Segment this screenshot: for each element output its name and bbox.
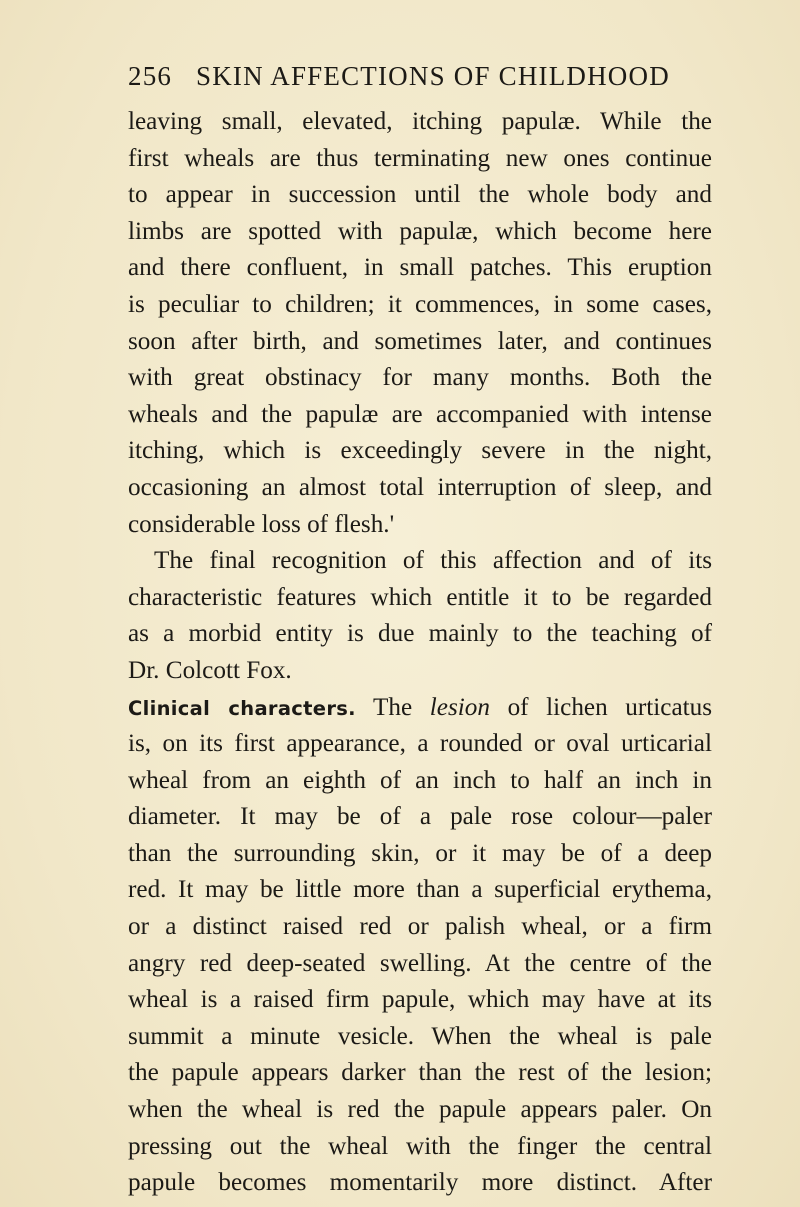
text-line: itching, which is exceedingly severe in the night, bbox=[128, 437, 712, 465]
text-line: with great obstinacy for many months. Both the bbox=[128, 364, 712, 392]
text-line: is peculiar to children; it commences, in some cases, bbox=[128, 290, 712, 318]
text-line: The final recognition of this affection and of its bbox=[154, 547, 712, 575]
text-line: is, on its first appearance, a rounded or oval urticarial bbox=[128, 730, 712, 758]
text-line: to appear in succession until the whole body and bbox=[128, 181, 712, 209]
text-line: angry red deep-seated swelling. At the centre of the bbox=[128, 949, 712, 977]
text-line: pressing out the wheal with the finger the central bbox=[128, 1132, 712, 1160]
text-line: occasioning an almost total interruption of sleep, and bbox=[128, 473, 712, 501]
text-line: the papule appears darker than the rest of the lesion; bbox=[128, 1059, 712, 1087]
text-line: when the wheal is red the papule appears paler. On bbox=[128, 1096, 712, 1124]
italic-term: lesion bbox=[429, 693, 490, 721]
running-head bbox=[128, 58, 708, 94]
text-fragment: of lichen urticatus bbox=[507, 693, 713, 721]
text-line: papule becomes momentarily more distinct. After bbox=[128, 1169, 712, 1197]
text-line: soon after birth, and sometimes later, and continues bbox=[128, 327, 712, 355]
side-heading: Clinical characters. bbox=[128, 696, 356, 720]
text-line: than the surrounding skin, or it may be of a deep bbox=[128, 839, 712, 867]
running-title: SKIN AFFECTIONS OF CHILDHOOD bbox=[196, 61, 670, 91]
text-line: leaving small, elevated, itching papulæ. While the bbox=[128, 108, 712, 135]
text-fragment: The bbox=[373, 693, 413, 721]
text-line-with-side-heading bbox=[128, 690, 712, 727]
text-line: or a distinct raised red or palish wheal, or a firm bbox=[128, 913, 712, 941]
text-line: wheal from an eighth of an inch to half an inch in bbox=[128, 766, 712, 794]
text-line: wheal is a raised firm papule, which may have at its bbox=[128, 986, 712, 1014]
text-line: characteristic features which entitle it to be regarded bbox=[128, 583, 712, 611]
text-line: considerable loss of flesh.' bbox=[128, 510, 395, 538]
text-line: as a morbid entity is due mainly to the teaching of bbox=[128, 620, 712, 648]
text-line: first wheals are thus terminating new ones continue bbox=[128, 144, 712, 172]
text-line: summit a minute vesicle. When the wheal is pale bbox=[128, 1022, 712, 1050]
text-line: and there confluent, in small patches. This eruption bbox=[128, 254, 712, 282]
page-number: 256 bbox=[128, 61, 173, 91]
text-line: Dr. Colcott Fox. bbox=[128, 656, 292, 684]
text-line: wheals and the papulæ are accompanied with intense bbox=[128, 400, 712, 428]
body-text bbox=[128, 104, 712, 1202]
text-line: red. It may be little more than a superficial erythema, bbox=[128, 876, 712, 904]
text-line: limbs are spotted with papulæ, which become here bbox=[128, 217, 712, 245]
text-line: diameter. It may be of a pale rose colour—paler bbox=[128, 803, 712, 831]
